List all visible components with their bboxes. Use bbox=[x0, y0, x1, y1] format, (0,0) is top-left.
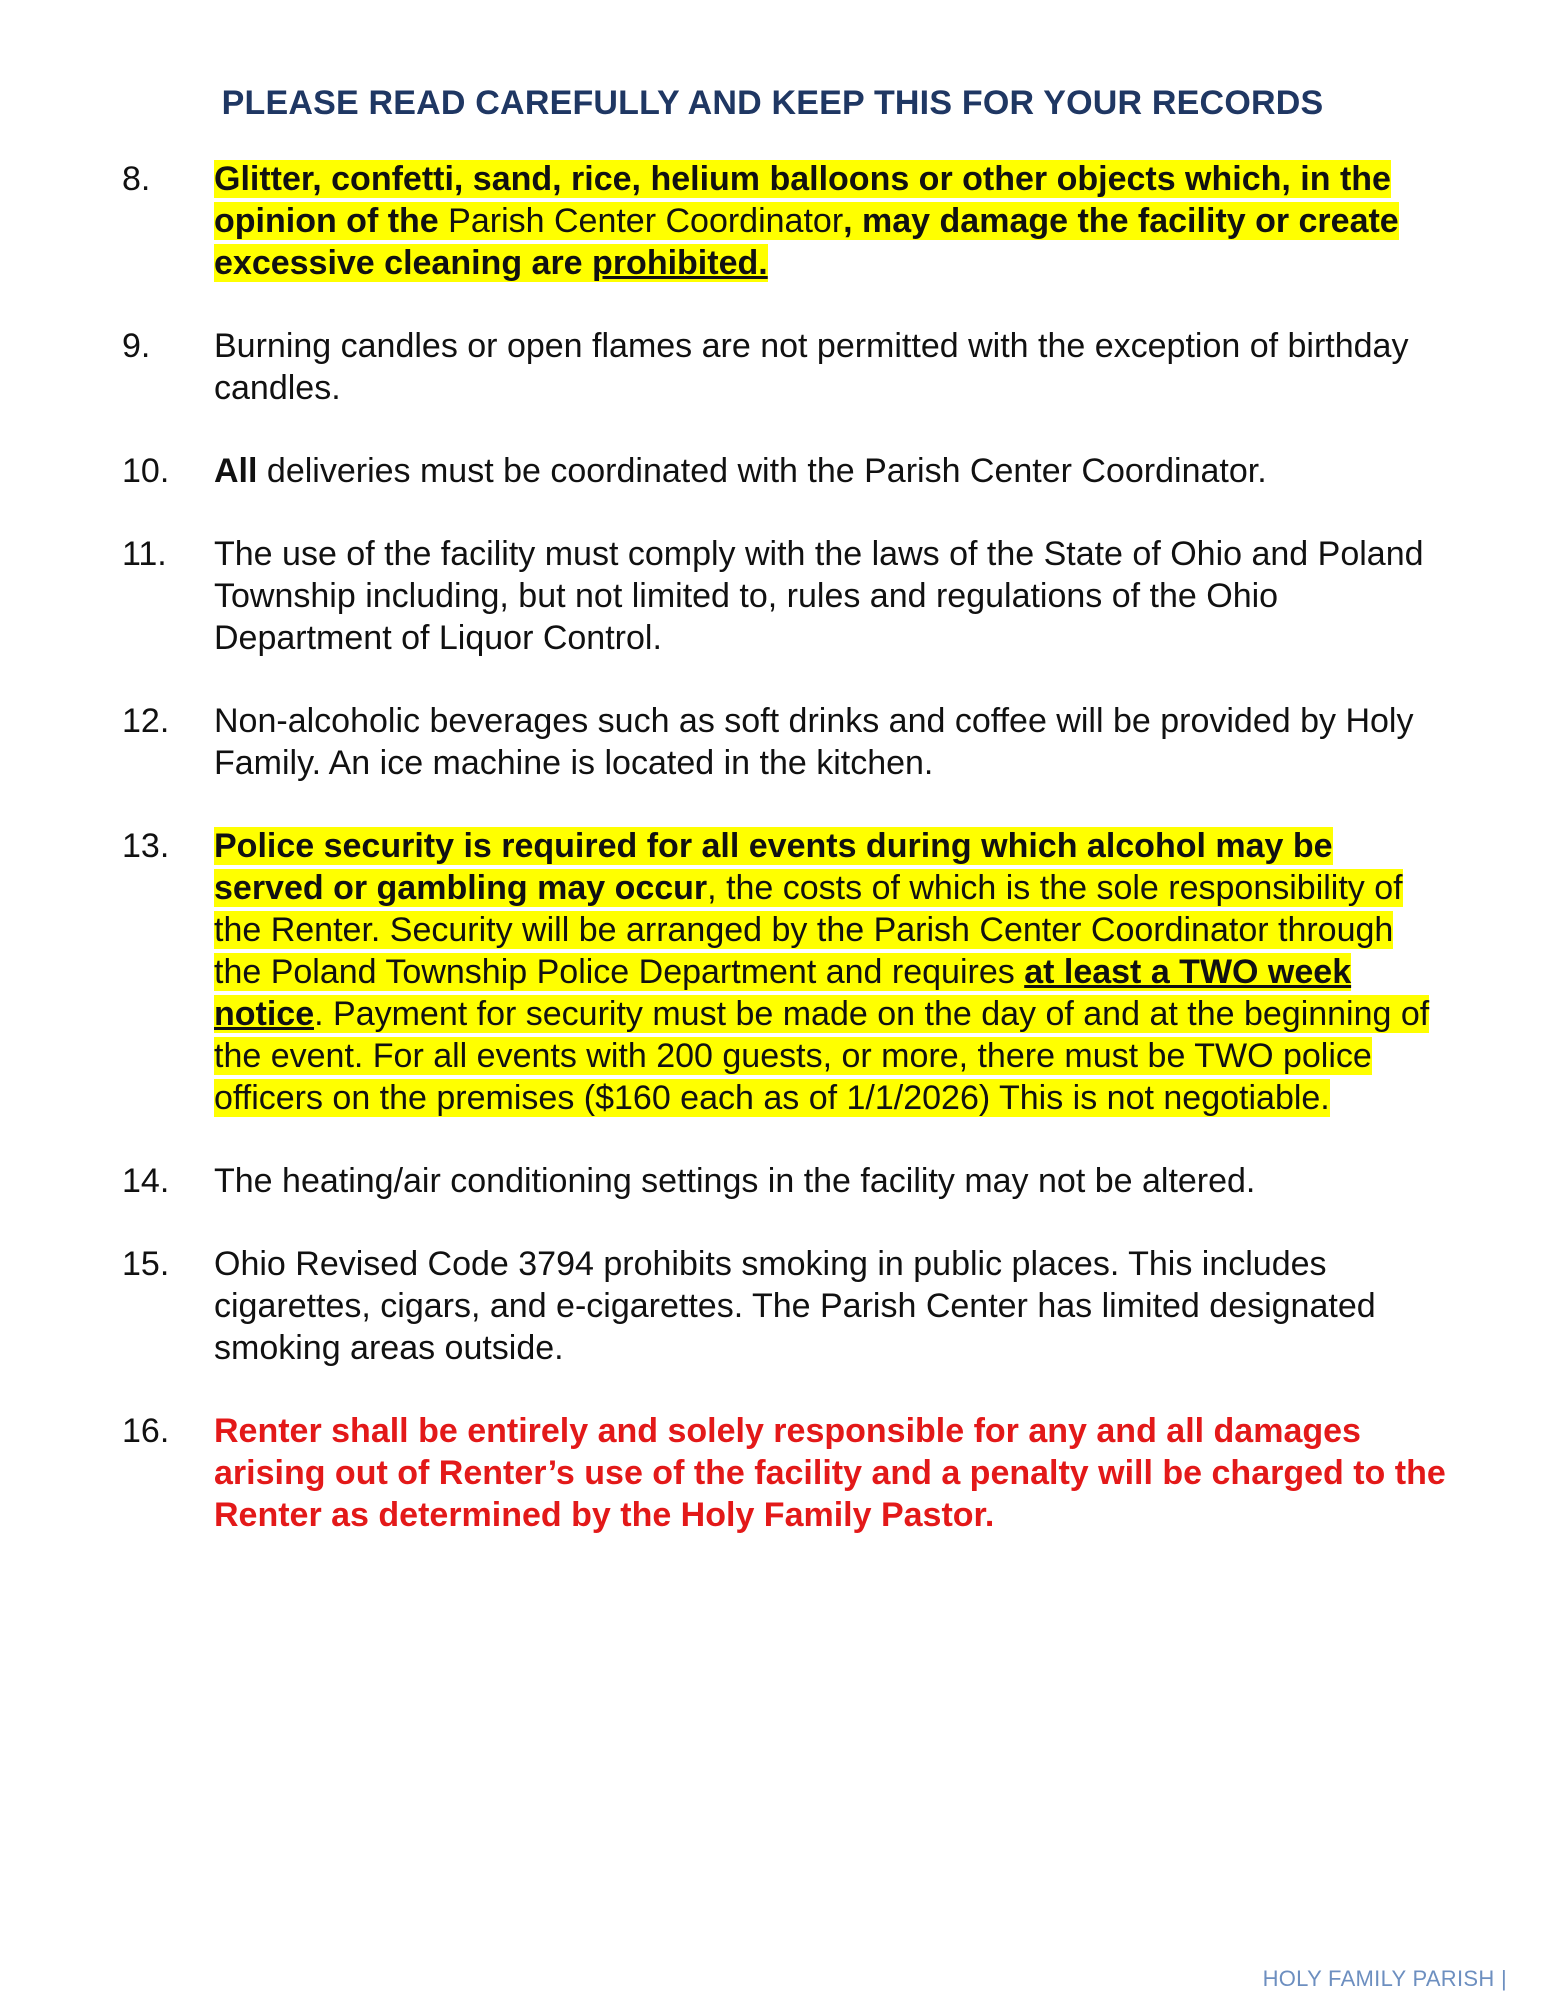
rule-item-15 bbox=[122, 1243, 1462, 1369]
rule-item-16 bbox=[122, 1410, 1462, 1536]
rule-text bbox=[214, 158, 1449, 284]
rule-text: Non-alcoholic beverages such as soft drinks and coffee will be provided by Holy Family. An ice machine is located in the kitchen. bbox=[214, 702, 1414, 782]
rule-item-10 bbox=[122, 450, 1462, 492]
rule-8-bold-text: Glitter, confetti, sand, rice, helium balloons or other objects which, in the opinion of the bbox=[214, 160, 1391, 240]
rule-10-deliveries-text: deliveries must be coordinated with the Parish Center Coordinator. bbox=[266, 452, 1267, 490]
rule-number: 12. bbox=[122, 702, 170, 740]
rule-number: 16. bbox=[122, 1412, 170, 1450]
rule-number: 10. bbox=[122, 452, 170, 490]
rule-item-12 bbox=[122, 700, 1462, 784]
rule-8-damage-text: , may damage the facility or create excessive cleaning are bbox=[214, 202, 1399, 282]
rule-8-coordinator-text: Parish Center Coordinator bbox=[448, 202, 844, 240]
rule-item-13 bbox=[122, 825, 1462, 1119]
rule-item-8 bbox=[122, 158, 1462, 284]
rule-number: 11. bbox=[122, 535, 167, 573]
rule-10-all-text: All bbox=[214, 452, 258, 490]
rule-number: 8. bbox=[122, 160, 151, 198]
rule-number: 9. bbox=[122, 327, 151, 365]
rule-13-costs-text: , the costs of which is the sole responsibility of the Renter. Security will be arranged by the Parish Center Coordinator through the Poland Township Police Department and requires bbox=[214, 869, 1403, 991]
rule-item-9 bbox=[122, 325, 1462, 409]
page-title: PLEASE READ CAREFULLY AND KEEP THIS FOR YOUR RECORDS bbox=[221, 84, 1324, 122]
rule-item-11 bbox=[122, 533, 1462, 659]
rule-8-prohibited-text: prohibited. bbox=[592, 244, 768, 282]
footer-parish-name: HOLY FAMILY PARISH | bbox=[1262, 1966, 1507, 1991]
rule-text bbox=[214, 825, 1449, 1119]
rule-text: Ohio Revised Code 3794 prohibits smoking in public places. This includes cigarettes, cigars, and e-cigarettes. The Parish Center has limited designated smoking areas outside. bbox=[214, 1245, 1376, 1367]
rule-text: The heating/air conditioning settings in the facility may not be altered. bbox=[214, 1162, 1256, 1200]
rule-item-14 bbox=[122, 1160, 1462, 1202]
rule-text: The use of the facility must comply with the laws of the State of Ohio and Poland Township including, but not limited to, rules and regulations of the Ohio Department of Liquor Control. bbox=[214, 535, 1424, 657]
rule-number: 15. bbox=[122, 1245, 170, 1283]
rule-number: 13. bbox=[122, 827, 170, 865]
rule-13-police-text: Police security is required for all events during which alcohol may be served or gambling may occur bbox=[214, 827, 1333, 907]
rule-text bbox=[214, 450, 1449, 492]
rule-13-notice-text: at least a TWO week notice bbox=[214, 953, 1352, 1033]
rule-number: 14. bbox=[122, 1162, 170, 1200]
rule-text: Burning candles or open flames are not permitted with the exception of birthday candles. bbox=[214, 327, 1409, 407]
rule-text: Renter shall be entirely and solely responsible for any and all damages arising out of Renter’s use of the facility and a penalty will be charged to the Renter as determined by the Holy Family Pastor. bbox=[214, 1412, 1446, 1534]
rule-13-payment-text: . Payment for security must be made on the day of and at the beginning of the event. For all events with 200 guests, or more, there must be TWO police officers on the premises ($160 each as of 1/1/2026) This is not negotiable. bbox=[214, 995, 1430, 1117]
rules-list bbox=[122, 158, 1462, 1577]
